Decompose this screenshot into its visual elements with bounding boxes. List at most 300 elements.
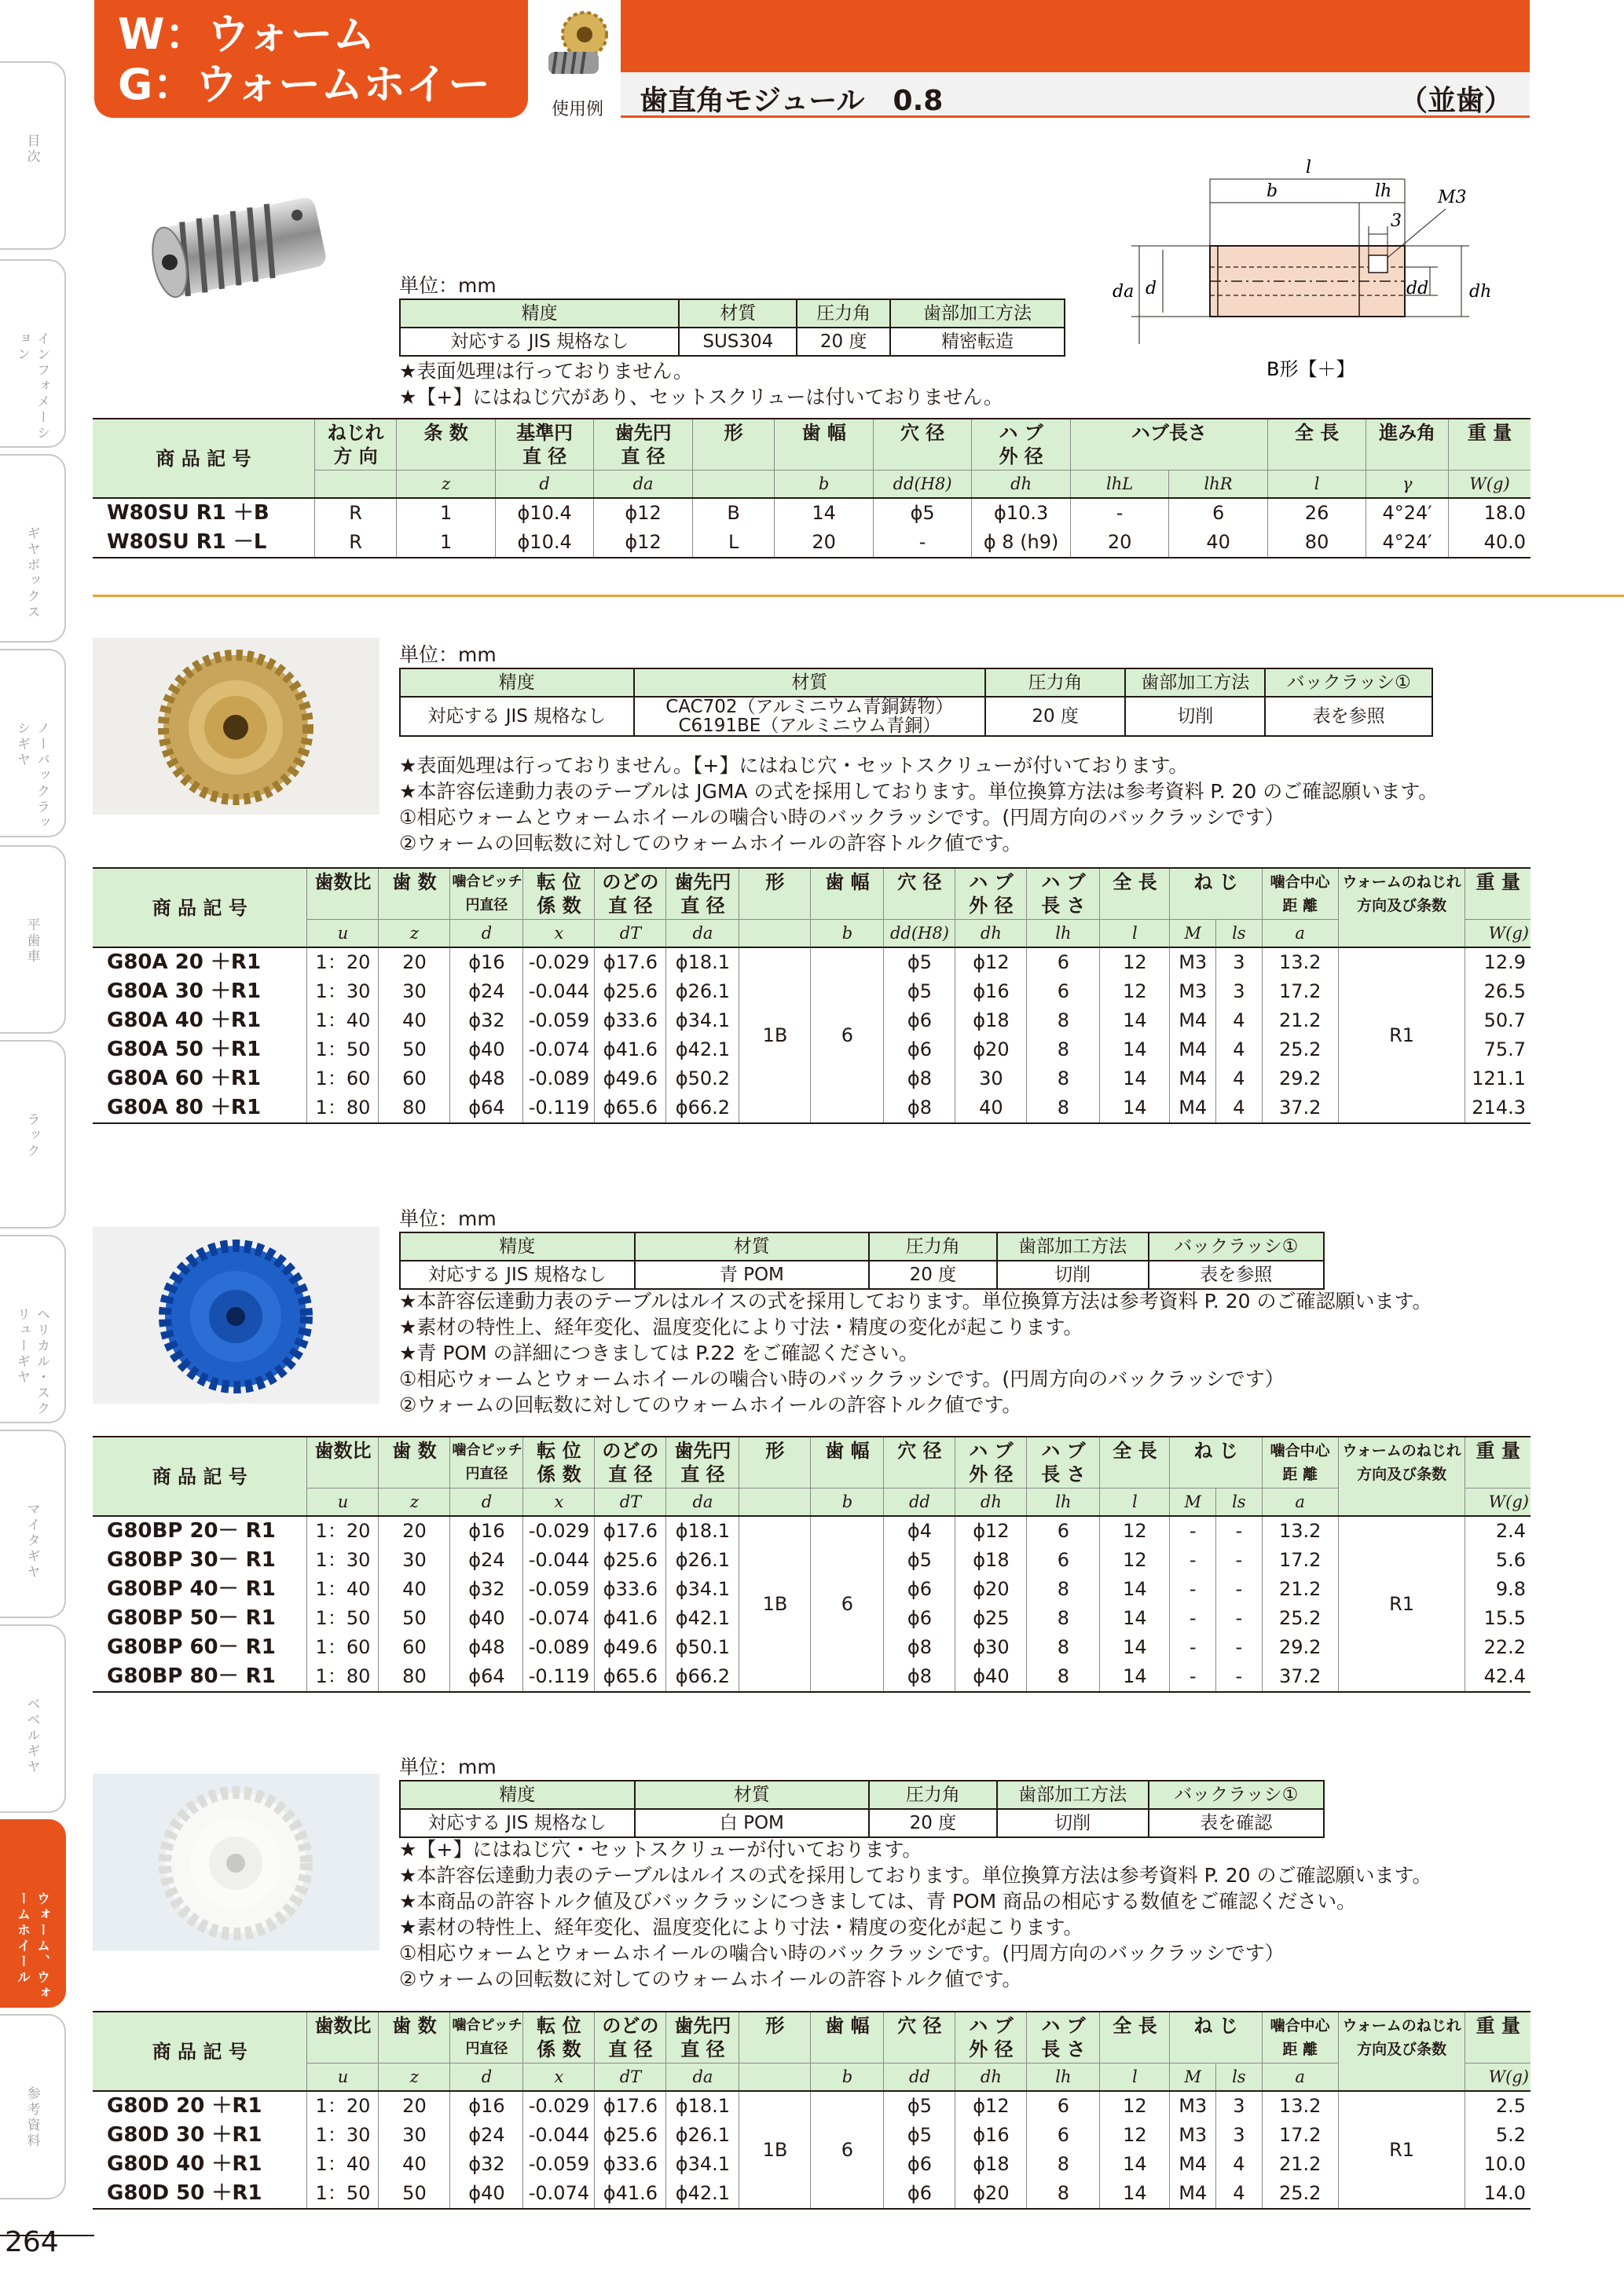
sidebar-tab[interactable] xyxy=(0,1430,66,1618)
product-code: G80D 40 ＋R1 xyxy=(93,2150,307,2179)
sidebar-tab-label: 平歯車 xyxy=(24,917,40,965)
table-cell: 13.2 xyxy=(1262,1516,1338,1546)
column-symbol: da xyxy=(666,1489,739,1517)
spec-header: 歯部加工方法 xyxy=(1125,668,1265,697)
column-symbol: lh xyxy=(1027,920,1100,948)
table-cell: ϕ16 xyxy=(955,977,1027,1006)
table-cell: -0.029 xyxy=(523,947,595,977)
table-cell: 2.4 xyxy=(1465,1516,1531,1546)
table-cell: 4 xyxy=(1216,1035,1263,1064)
spec-header: 歯部加工方法 xyxy=(890,299,1065,328)
column-symbol: da xyxy=(594,471,692,499)
table-cell: 29.2 xyxy=(1262,1064,1338,1093)
table-cell: ϕ6 xyxy=(884,1035,955,1064)
table-cell: 4 xyxy=(1216,1064,1263,1093)
column-symbol: z xyxy=(379,1489,450,1517)
table-cell: 1：80 xyxy=(307,1662,379,1692)
header-product-code: 商 品 記 号 xyxy=(93,868,307,947)
table-cell: ϕ5 xyxy=(884,947,955,977)
column-header: 全 長 xyxy=(1267,419,1366,471)
column-symbol: W(g) xyxy=(1448,471,1531,499)
g80bp-photo xyxy=(93,1227,379,1404)
table-cell: 10.0 xyxy=(1465,2150,1531,2179)
column-header: 噛合中心 距 離 xyxy=(1262,1437,1338,1489)
table-cell: 75.7 xyxy=(1465,1035,1531,1064)
table-cell: 1 xyxy=(397,528,495,558)
table-cell: 12 xyxy=(1100,947,1170,977)
note-line: ②ウォームの回転数に対してのウォームホイールの許容トルク値です。 xyxy=(399,1968,1022,1990)
table-cell: ϕ50.2 xyxy=(666,1064,739,1093)
sidebar-tab[interactable] xyxy=(0,2014,66,2199)
product-code: G80BP 50－ R1 xyxy=(93,1604,307,1633)
table-cell: ϕ34.1 xyxy=(666,1006,739,1035)
note-line: ★【+】にはねじ穴があり、セットスクリューは付いておりません。 xyxy=(399,386,1003,408)
table-cell: ϕ18 xyxy=(955,1006,1027,1035)
product-code: G80A 40 ＋R1 xyxy=(93,1006,307,1035)
table-cell: -0.044 xyxy=(523,2121,595,2150)
table-cell: R xyxy=(314,498,397,528)
table-cell: - xyxy=(873,528,971,558)
column-header: 転 位 係 数 xyxy=(523,2012,595,2063)
table-cell: M4 xyxy=(1170,1035,1216,1064)
note-line: ★本許容伝達動力表のテーブルは JGMA の式を採用しております。単位換算方法は参考資料 P. 20 のご確認願います。 xyxy=(399,780,1439,803)
sidebar-tab-label: 目次 xyxy=(24,134,40,165)
table-cell: 14 xyxy=(1100,2150,1170,2179)
table-cell: ϕ20 xyxy=(955,1575,1027,1604)
sidebar-tab[interactable] xyxy=(0,1819,66,2008)
table-cell: 1：20 xyxy=(307,2091,379,2121)
sidebar-tab[interactable] xyxy=(0,1235,66,1423)
table-cell: -0.029 xyxy=(523,2091,595,2121)
note-line: ★本許容伝達動力表のテーブルはルイスの式を採用しております。単位換算方法は参考資料 P. 20 のご確認願います。 xyxy=(399,1290,1432,1313)
table-cell: 14 xyxy=(775,498,873,528)
table-cell: 40 xyxy=(955,1093,1027,1123)
note-line: ★本商品の許容トルク値及びバックラッシにつきましては、青 POM 商品の相応する数値をご確認ください。 xyxy=(399,1890,1357,1913)
column-symbol: γ xyxy=(1366,471,1449,499)
g80d-product-table xyxy=(93,2011,1531,2210)
table-cell: 8 xyxy=(1027,1633,1100,1662)
table-cell: ϕ42.1 xyxy=(666,2179,739,2209)
page-number: 264 xyxy=(5,2226,59,2258)
sidebar-tab[interactable] xyxy=(0,1040,66,1229)
table-cell: 4 xyxy=(1216,2179,1263,2209)
dim-da: da xyxy=(1113,282,1135,302)
table-cell: 80 xyxy=(379,1093,450,1123)
column-header: 穴 径 xyxy=(884,2012,955,2063)
table-cell: -0.119 xyxy=(523,1662,595,1692)
spec-header: 材質 xyxy=(635,1781,870,1809)
table-cell: 6 xyxy=(1027,2121,1100,2150)
note-line: ②ウォームの回転数に対してのウォームホイールの許容トルク値です。 xyxy=(399,1393,1022,1416)
worm-photo xyxy=(141,173,338,322)
column-symbol: M xyxy=(1170,1489,1216,1517)
column-header: 全 長 xyxy=(1100,868,1170,920)
table-cell: -0.029 xyxy=(523,1516,595,1546)
spec-header: 精度 xyxy=(400,299,679,328)
column-symbol: dd xyxy=(884,1489,955,1517)
table-cell: ϕ18.1 xyxy=(666,947,739,977)
sidebar-tab[interactable] xyxy=(0,1624,66,1813)
dim-dh: dh xyxy=(1469,282,1492,302)
column-symbol: l xyxy=(1267,471,1366,499)
column-symbol xyxy=(739,920,811,948)
table-cell: M4 xyxy=(1170,1064,1216,1093)
column-symbol: b xyxy=(811,2063,884,2092)
column-header: 条 数 xyxy=(397,419,495,471)
spec-header: 精度 xyxy=(400,668,634,697)
note-line: ★素材の特性上、経年変化、温度変化により寸法・精度の変化が起こります。 xyxy=(399,1916,1083,1939)
table-cell: ϕ16 xyxy=(450,1516,523,1546)
spec-header: 圧力角 xyxy=(869,1781,996,1809)
table-cell: M4 xyxy=(1170,2150,1216,2179)
column-symbol: l xyxy=(1100,920,1170,948)
table-cell: 5.6 xyxy=(1465,1546,1531,1575)
table-cell: 20 xyxy=(379,2091,450,2121)
table-cell: 4°24′ xyxy=(1366,498,1449,528)
usage-example-image xyxy=(541,8,616,86)
table-cell: ϕ42.1 xyxy=(666,1604,739,1633)
table-cell: ϕ12 xyxy=(955,947,1027,977)
product-code: G80BP 60－ R1 xyxy=(93,1633,307,1662)
column-symbol: dh xyxy=(955,2063,1027,2092)
column-header: 歯先円 直 径 xyxy=(666,2012,739,2063)
table-cell: B xyxy=(692,498,775,528)
table-cell: - xyxy=(1170,1575,1216,1604)
table-cell: 13.2 xyxy=(1262,947,1338,977)
table-cell-width: 6 xyxy=(811,2091,884,2209)
table-cell: 12 xyxy=(1100,1546,1170,1575)
table-cell: ϕ26.1 xyxy=(666,977,739,1006)
table-cell: 3 xyxy=(1216,2121,1263,2150)
sidebar-tab[interactable] xyxy=(0,649,66,837)
table-cell: ϕ25 xyxy=(955,1604,1027,1633)
table-cell: ϕ8 xyxy=(884,1064,955,1093)
spec-value: 20 度 xyxy=(797,328,890,356)
column-header: ハブ長さ xyxy=(1070,419,1267,471)
column-header: ね じ xyxy=(1170,1437,1262,1489)
table-cell: ϕ6 xyxy=(884,2150,955,2179)
sidebar-tab-label: マイタギヤ xyxy=(24,1502,40,1580)
sidebar-tab[interactable] xyxy=(0,259,66,448)
table-cell: 50 xyxy=(379,2179,450,2209)
product-code: W80SU R1 ＋B xyxy=(93,498,314,528)
table-cell: - xyxy=(1170,1546,1216,1575)
table-cell: 60 xyxy=(379,1633,450,1662)
column-symbol: dT xyxy=(595,2063,666,2092)
table-cell: 14 xyxy=(1100,1035,1170,1064)
table-cell: 6 xyxy=(1169,498,1267,528)
table-cell: ϕ5 xyxy=(884,977,955,1006)
table-cell: 29.2 xyxy=(1262,1633,1338,1662)
worm-diagram xyxy=(1092,148,1532,383)
table-cell: 30 xyxy=(379,2121,450,2150)
table-cell: ϕ5 xyxy=(873,498,971,528)
title-worm: W：ウォーム xyxy=(118,9,376,59)
column-symbol: ls xyxy=(1216,2063,1263,2092)
table-cell: ϕ49.6 xyxy=(595,1064,666,1093)
table-cell: ϕ10.3 xyxy=(972,498,1070,528)
table-cell: ϕ12 xyxy=(955,1516,1027,1546)
table-cell: 8 xyxy=(1027,1604,1100,1633)
column-symbol: b xyxy=(811,1489,884,1517)
table-cell: L xyxy=(692,528,775,558)
table-cell: -0.059 xyxy=(523,1006,595,1035)
table-cell: ϕ18 xyxy=(955,2150,1027,2179)
table-cell: ϕ16 xyxy=(955,2121,1027,2150)
column-header: 全 長 xyxy=(1100,1437,1170,1489)
product-code: G80BP 20－ R1 xyxy=(93,1516,307,1546)
table-cell: ϕ66.2 xyxy=(666,1662,739,1692)
table-cell: ϕ5 xyxy=(884,1546,955,1575)
dim-m3: M3 xyxy=(1438,188,1467,207)
table-cell: ϕ33.6 xyxy=(595,2150,666,2179)
table-cell: ϕ5 xyxy=(884,2121,955,2150)
table-cell: 1：40 xyxy=(307,2150,379,2179)
worm-product-table xyxy=(93,418,1531,558)
column-symbol: b xyxy=(775,471,873,499)
column-symbol: dh xyxy=(972,471,1070,499)
note-line: ②ウォームの回転数に対してのウォームホイールの許容トルク値です。 xyxy=(399,832,1022,855)
table-cell: - xyxy=(1170,1604,1216,1633)
table-cell: ϕ41.6 xyxy=(595,2179,666,2209)
column-symbol: b xyxy=(811,920,884,948)
table-cell: ϕ17.6 xyxy=(595,1516,666,1546)
table-cell-form: 1B xyxy=(739,1516,811,1692)
sidebar-tab-label: インフォメーション xyxy=(14,331,49,441)
spec-header: 圧力角 xyxy=(797,299,890,328)
header-product-code: 商 品 記 号 xyxy=(93,419,314,498)
table-cell: 20 xyxy=(379,947,450,977)
table-cell: ϕ20 xyxy=(955,1035,1027,1064)
table-cell: 8 xyxy=(1027,2179,1100,2209)
table-cell: M4 xyxy=(1170,1006,1216,1035)
table-cell: ϕ40 xyxy=(955,1662,1027,1692)
table-cell: 1：80 xyxy=(307,1093,379,1123)
column-header: 形 xyxy=(739,2012,811,2063)
table-cell: -0.089 xyxy=(523,1633,595,1662)
table-cell-width: 6 xyxy=(811,1516,884,1692)
table-cell: 42.4 xyxy=(1465,1662,1531,1692)
table-cell: - xyxy=(1070,498,1168,528)
sidebar-tab[interactable] xyxy=(0,61,66,250)
table-cell: 1 xyxy=(397,498,495,528)
table-cell: 3 xyxy=(1216,2091,1263,2121)
sidebar-tab-label: 参考資料 xyxy=(24,2086,40,2149)
table-cell: 8 xyxy=(1027,1093,1100,1123)
table-cell: ϕ40 xyxy=(450,1604,523,1633)
table-cell: ϕ12 xyxy=(594,498,692,528)
table-cell: M3 xyxy=(1170,977,1216,1006)
column-symbol: ls xyxy=(1216,1489,1263,1517)
table-cell: 14 xyxy=(1100,1604,1170,1633)
note-line: ①相応ウォームとウォームホイールの噛合い時のバックラッシです。(円周方向のバックラッシです） xyxy=(399,806,1285,829)
table-cell: ϕ18 xyxy=(955,1546,1027,1575)
column-header: 穴 径 xyxy=(873,419,971,471)
section-divider xyxy=(93,595,1624,597)
spec-value: 青 POM xyxy=(635,1261,870,1289)
table-cell: 21.2 xyxy=(1262,2150,1338,2179)
table-cell: 3 xyxy=(1216,947,1263,977)
table-cell: 4 xyxy=(1216,1006,1263,1035)
table-cell: ϕ32 xyxy=(450,2150,523,2179)
column-symbol: z xyxy=(379,920,450,948)
table-cell: 40 xyxy=(379,1006,450,1035)
column-header: 歯 幅 xyxy=(811,1437,884,1489)
table-cell: ϕ6 xyxy=(884,1604,955,1633)
g80bp-unit-label: 単位：mm xyxy=(399,1207,497,1230)
g80a-notes xyxy=(399,753,1438,856)
table-row xyxy=(93,498,1531,528)
title-wormwheel: G：ウォームホイール xyxy=(118,60,491,159)
spec-value: 対応する JIS 規格なし xyxy=(400,328,679,356)
table-cell: -0.089 xyxy=(523,1064,595,1093)
table-cell: 6 xyxy=(1027,1546,1100,1575)
product-code: G80A 60 ＋R1 xyxy=(93,1064,307,1093)
product-code: G80A 50 ＋R1 xyxy=(93,1035,307,1064)
g80a-product-table xyxy=(93,867,1531,1124)
header-product-code: 商 品 記 号 xyxy=(93,1437,307,1516)
table-cell: 8 xyxy=(1027,2150,1100,2179)
column-header: 歯先円 直 径 xyxy=(666,868,739,920)
table-cell: 25.2 xyxy=(1262,1035,1338,1064)
spec-value: SUS304 xyxy=(679,328,797,356)
table-cell: 1：40 xyxy=(307,1575,379,1604)
g80bp-product-table xyxy=(93,1436,1531,1693)
column-symbol: W(g) xyxy=(1465,920,1531,948)
note-line: ★本許容伝達動力表のテーブルはルイスの式を採用しております。単位換算方法は参考資料 P. 20 のご確認願います。 xyxy=(399,1864,1432,1887)
spec-value: 20 度 xyxy=(869,1809,996,1837)
table-cell: 1：30 xyxy=(307,2121,379,2150)
column-symbol: W(g) xyxy=(1465,1489,1531,1517)
table-cell: - xyxy=(1216,1604,1263,1633)
column-header: 歯数比 xyxy=(307,1437,379,1489)
table-cell: 121.1 xyxy=(1465,1064,1531,1093)
table-cell: 1：50 xyxy=(307,1035,379,1064)
worm-notes xyxy=(399,358,1003,410)
g80d-photo xyxy=(93,1774,379,1950)
note-line: ★表面処理は行っておりません。【+】にはねじ穴・セットスクリューが付いております。 xyxy=(399,754,1189,777)
table-cell: ϕ49.6 xyxy=(595,1633,666,1662)
spec-header: 精度 xyxy=(400,1781,635,1809)
table-cell: ϕ18.1 xyxy=(666,2091,739,2121)
column-header: 重 量 xyxy=(1448,419,1531,471)
note-line: ★素材の特性上、経年変化、温度変化により寸法・精度の変化が起こります。 xyxy=(399,1316,1083,1338)
table-row xyxy=(93,528,1531,558)
table-cell: 12 xyxy=(1100,1516,1170,1546)
column-symbol: d xyxy=(450,2063,523,2092)
column-symbol: x xyxy=(523,2063,595,2092)
g80a-photo xyxy=(93,638,379,815)
table-cell: 8 xyxy=(1027,1662,1100,1692)
product-code: G80D 30 ＋R1 xyxy=(93,2121,307,2150)
sidebar-tab-label: ウォーム、ウォームホイール xyxy=(14,1891,49,2001)
product-code: G80A 80 ＋R1 xyxy=(93,1093,307,1123)
diagram-caption: B形【＋】 xyxy=(1267,358,1355,380)
sidebar-tab[interactable] xyxy=(0,845,66,1034)
column-header: 噛合ピッチ 円直径 xyxy=(450,2012,523,2063)
table-cell: 22.2 xyxy=(1465,1633,1531,1662)
table-cell: ϕ48 xyxy=(450,1064,523,1093)
column-header: ウォームのねじれ 方向及び条数 xyxy=(1338,1437,1465,1516)
column-symbol: dT xyxy=(595,1489,666,1517)
table-cell: 1：60 xyxy=(307,1064,379,1093)
column-header: 歯数比 xyxy=(307,868,379,920)
worm-unit-label: 単位：mm xyxy=(399,274,497,297)
table-cell: ϕ5 xyxy=(884,2091,955,2121)
table-cell: M4 xyxy=(1170,1093,1216,1123)
column-header: 歯 数 xyxy=(379,1437,450,1489)
table-cell: - xyxy=(1216,1633,1263,1662)
table-cell: 1：50 xyxy=(307,2179,379,2209)
column-symbol: a xyxy=(1262,1489,1338,1517)
title-block xyxy=(94,0,528,159)
table-cell: 1：30 xyxy=(307,1546,379,1575)
column-header: のどの 直 径 xyxy=(595,1437,666,1489)
table-cell: ϕ6 xyxy=(884,1006,955,1035)
column-symbol: lhL xyxy=(1070,471,1168,499)
table-cell: ϕ41.6 xyxy=(595,1604,666,1633)
product-code: G80A 20 ＋R1 xyxy=(93,947,307,977)
table-cell: M3 xyxy=(1170,947,1216,977)
dim-d: d xyxy=(1146,279,1157,298)
note-line: ①相応ウォームとウォームホイールの噛合い時のバックラッシです。(円周方向のバックラッシです） xyxy=(399,1942,1285,1965)
table-cell: 8 xyxy=(1027,1064,1100,1093)
table-cell: ϕ 8 (h9) xyxy=(972,528,1070,558)
spec-header: 圧力角 xyxy=(985,668,1125,697)
column-symbol: da xyxy=(666,920,739,948)
spec-header: 圧力角 xyxy=(869,1232,996,1261)
table-cell: ϕ65.6 xyxy=(595,1662,666,1692)
spec-header: バックラッシ① xyxy=(1149,1232,1324,1261)
column-header: 形 xyxy=(692,419,775,471)
table-cell: 1：50 xyxy=(307,1604,379,1633)
column-symbol: a xyxy=(1262,920,1338,948)
table-cell: 14 xyxy=(1100,1064,1170,1093)
table-cell: 17.2 xyxy=(1262,977,1338,1006)
table-cell: 12 xyxy=(1100,977,1170,1006)
sidebar-tab[interactable] xyxy=(0,454,66,643)
table-cell: ϕ24 xyxy=(450,977,523,1006)
table-row xyxy=(93,1516,1531,1546)
column-symbol: d xyxy=(495,471,593,499)
table-cell: 25.2 xyxy=(1262,2179,1338,2209)
module-title: 歯直角モジュール 0.8 xyxy=(640,85,944,117)
column-symbol: dh xyxy=(955,920,1027,948)
table-cell: 50.7 xyxy=(1465,1006,1531,1035)
spec-header: 歯部加工方法 xyxy=(997,1232,1149,1261)
table-cell: 26 xyxy=(1267,498,1366,528)
product-code: G80D 50 ＋R1 xyxy=(93,2179,307,2209)
note-line: ★青 POM の詳細につきましては P.22 をご確認ください。 xyxy=(399,1342,918,1364)
column-symbol xyxy=(739,2063,811,2092)
table-cell: -0.074 xyxy=(523,1604,595,1633)
table-cell: ϕ64 xyxy=(450,1662,523,1692)
spec-header: 材質 xyxy=(634,668,985,697)
table-cell: ϕ26.1 xyxy=(666,2121,739,2150)
column-symbol: x xyxy=(523,1489,595,1517)
table-cell: ϕ24 xyxy=(450,2121,523,2150)
table-cell: 50 xyxy=(379,1035,450,1064)
dim-3: 3 xyxy=(1391,211,1402,231)
g80a-unit-label: 単位：mm xyxy=(399,643,497,666)
table-cell: 37.2 xyxy=(1262,1093,1338,1123)
table-cell: 30 xyxy=(955,1064,1027,1093)
column-header: 穴 径 xyxy=(884,868,955,920)
column-symbol: u xyxy=(307,2063,379,2092)
table-cell: ϕ32 xyxy=(450,1575,523,1604)
table-cell: 40 xyxy=(379,1575,450,1604)
table-cell: ϕ10.4 xyxy=(495,528,593,558)
